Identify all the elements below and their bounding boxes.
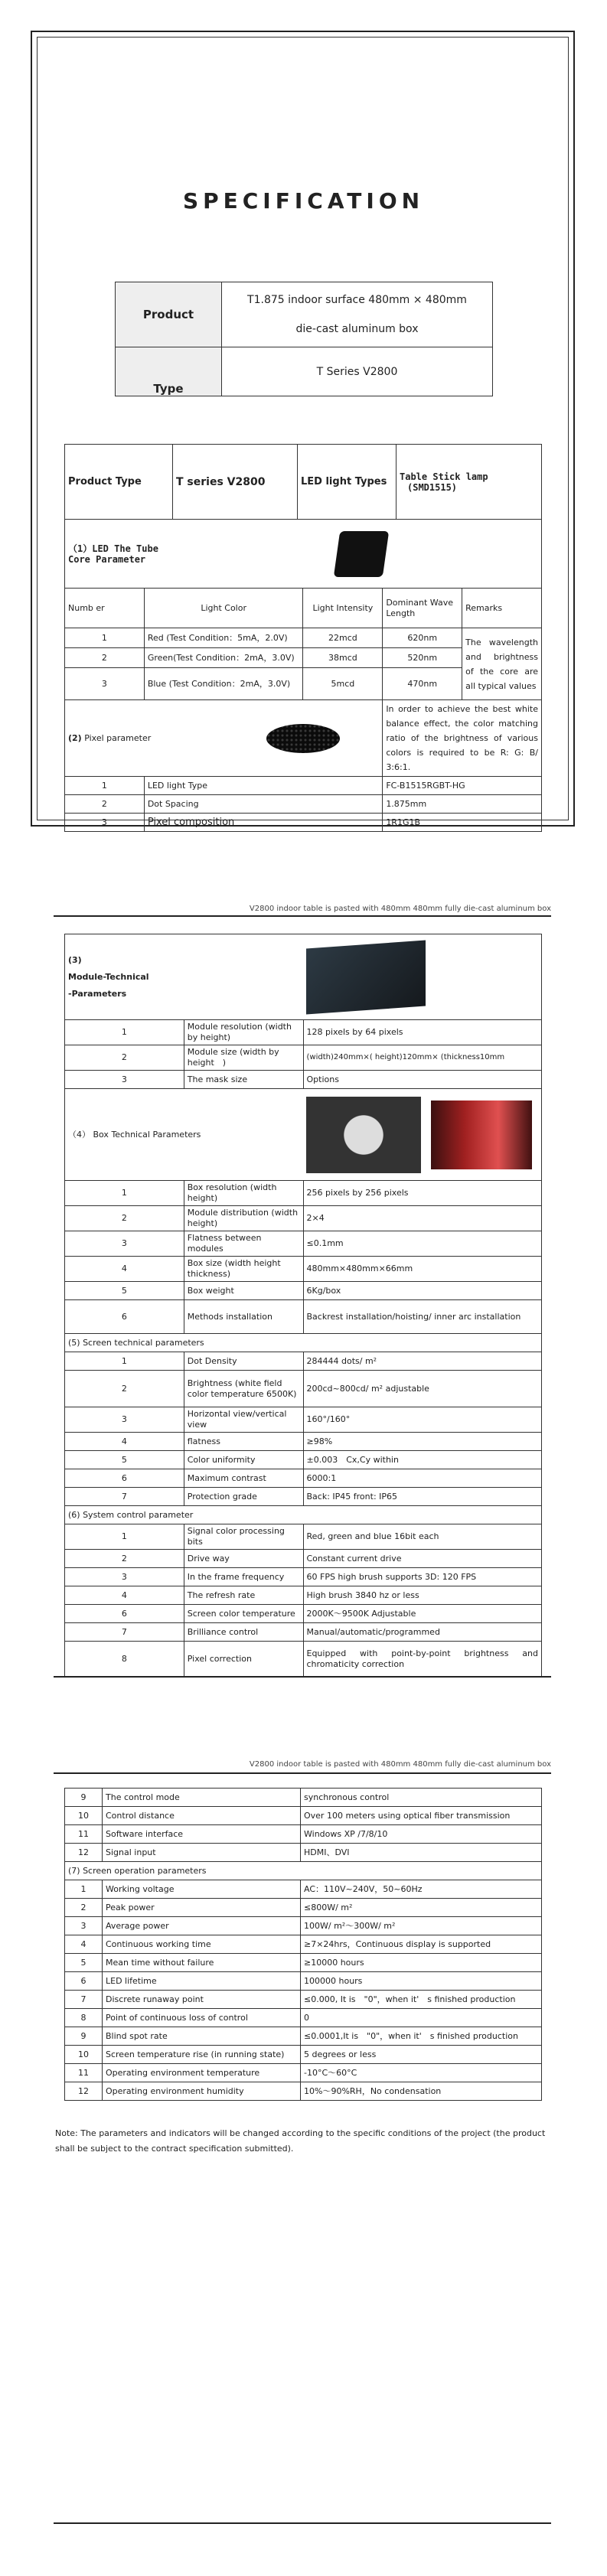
page2-top-rule [54, 915, 551, 917]
product-value-line2: die-cast aluminum box [295, 323, 419, 335]
row-value: Red, green and blue 16bit each [303, 1524, 542, 1550]
row-num: 8 [65, 2009, 103, 2027]
row-num: 4 [65, 1257, 184, 1282]
pixel-row-value: 1R1G1B [383, 814, 542, 832]
led-types-label: LED light Types [298, 445, 397, 520]
row-key: Pixel correction [184, 1642, 303, 1677]
module-table [64, 934, 542, 1677]
row-value: 480mm×480mm×66mm [303, 1257, 542, 1282]
row-value: Constant current drive [303, 1550, 542, 1568]
row-num: 3 [65, 1568, 184, 1586]
row-num: 1 [65, 1181, 184, 1206]
footnote: Note: The parameters and indicators will be changed according to the specific conditions of the project (the product shall be subject to the contract specification submitted). [55, 2128, 546, 2154]
row-value: 0 [301, 2009, 542, 2027]
row-key: The control mode [103, 1789, 301, 1807]
row-value: Windows XP /7/8/10 [301, 1825, 542, 1844]
row-num: 11 [65, 2064, 103, 2082]
row-value: 100000 hours [301, 1972, 542, 1991]
row-num: 10 [65, 1807, 103, 1825]
pixel-param-text: Pixel parameter [84, 732, 152, 743]
row-value: ≥98% [303, 1433, 542, 1451]
row-num: 3 [65, 1231, 184, 1257]
row-value: Equipped with point-by-point brightness and chromaticity correction [303, 1642, 542, 1677]
row-num: 8 [65, 1642, 184, 1677]
row-key: Module resolution (width by height) [184, 1020, 303, 1045]
row-value: 5 degrees or less [301, 2046, 542, 2064]
row-key: The mask size [184, 1071, 303, 1089]
row-value: Over 100 meters using optical fiber transmission [301, 1807, 542, 1825]
row-num: 12 [65, 2082, 103, 2101]
row-value: 128 pixels by 64 pixels [303, 1020, 542, 1045]
row-value: (width)240mm×( height)120mm× (thickness10mm [303, 1045, 542, 1071]
row-key: Point of continuous loss of control [103, 2009, 301, 2027]
th-light-intensity: Light Intensity [303, 589, 383, 628]
row-num: 4 [65, 1935, 103, 1954]
row-num: 5 [65, 1282, 184, 1300]
row-value: 200cd~800cd/ m² adjustable [303, 1371, 542, 1407]
led-tube-table [64, 519, 542, 832]
pixel-row-value: 1.875mm [383, 795, 542, 814]
module-title-2: Module-Technical [68, 971, 149, 982]
row-value: Manual/automatic/programmed [303, 1623, 542, 1642]
color-row-intensity: 5mcd [303, 668, 383, 700]
pixel-param-num: (2) [68, 732, 82, 743]
box-title: （4） Box Technical Parameters [65, 1089, 304, 1181]
row-key: In the frame frequency [184, 1568, 303, 1586]
row-key: Box resolution (width height) [184, 1181, 303, 1206]
th-number: Numb er [65, 589, 145, 628]
row-num: 2 [65, 1371, 184, 1407]
type-value: T Series V2800 [222, 347, 493, 396]
row-key: Software interface [103, 1825, 301, 1844]
row-key: Dot Density [184, 1352, 303, 1371]
row-num: 7 [65, 1623, 184, 1642]
product-label: Product [116, 282, 222, 347]
row-value: ±0.003 Cx,Cy within [303, 1451, 542, 1469]
row-num: 3 [65, 1071, 184, 1089]
row-num: 3 [65, 1917, 103, 1935]
row-key: Methods installation [184, 1300, 303, 1334]
product-value [222, 282, 493, 347]
color-row-num: 2 [65, 648, 145, 668]
pixel-image [224, 700, 383, 777]
spec-title: SPECIFICATION [182, 188, 425, 214]
row-value: 60 FPS high brush supports 3D: 120 FPS [303, 1568, 542, 1586]
row-key: Signal input [103, 1844, 301, 1862]
row-key: Continuous working time [103, 1935, 301, 1954]
screen-section-title: (5) Screen technical parameters [65, 1334, 542, 1352]
box-photo-display [431, 1101, 532, 1169]
row-value: High brush 3840 hz or less [303, 1586, 542, 1605]
pixel-param-label [65, 700, 224, 777]
row-num: 1 [65, 1020, 184, 1045]
row-key: Blind spot rate [103, 2027, 301, 2046]
row-num: 6 [65, 1469, 184, 1488]
row-key: Color uniformity [184, 1451, 303, 1469]
color-row-color: Blue (Test Condition：2mA，3.0V) [144, 668, 303, 700]
row-key: Operating environment humidity [103, 2082, 301, 2101]
box-image-2 [423, 1089, 542, 1181]
row-value: 2×4 [303, 1206, 542, 1231]
row-key: Discrete runaway point [103, 1991, 301, 2009]
box-image-1 [303, 1089, 423, 1181]
row-key: Working voltage [103, 1880, 301, 1899]
row-num: 11 [65, 1825, 103, 1844]
row-key: Brilliance control [184, 1623, 303, 1642]
row-value: ≤800W/ m² [301, 1899, 542, 1917]
led-types-value [397, 445, 542, 520]
row-key: Screen temperature rise (in running state) [103, 2046, 301, 2064]
row-key: flatness [184, 1433, 303, 1451]
row-value: Backrest installation/hoisting/ inner arc installation [303, 1300, 542, 1334]
row-key: Module distribution (width height) [184, 1206, 303, 1231]
led-param-title-1: （1）LED The Tube [68, 543, 158, 554]
row-key: Drive way [184, 1550, 303, 1568]
box-photo-front [306, 1097, 421, 1173]
row-num: 5 [65, 1451, 184, 1469]
row-key: Module size (width by height ) [184, 1045, 303, 1071]
color-row-color: Red (Test Condition：5mA，2.0V) [144, 628, 303, 648]
module-panel-icon [306, 940, 426, 1014]
pixel-row-num: 1 [65, 777, 145, 795]
color-row-color: Green(Test Condition：2mA，3.0V) [144, 648, 303, 668]
cover-product-table [115, 282, 493, 396]
th-light-color: Light Color [144, 589, 303, 628]
row-value: synchronous control [301, 1789, 542, 1807]
row-num: 12 [65, 1844, 103, 1862]
row-num: 6 [65, 1300, 184, 1334]
row-key: Control distance [103, 1807, 301, 1825]
module-title-1: (3) [68, 954, 82, 965]
row-value: ≤0.1mm [303, 1231, 542, 1257]
row-key: Maximum contrast [184, 1469, 303, 1488]
led-param-title [65, 520, 303, 589]
row-value: 6Kg/box [303, 1282, 542, 1300]
module-title [65, 934, 304, 1020]
control-section-title: (6) System control parameter [65, 1506, 542, 1524]
row-value: Options [303, 1071, 542, 1089]
row-value: ≤0.0001,It is "0"，when it' s finished production [301, 2027, 542, 2046]
row-value: ≤0.000, It is "0"，when it' s finished production [301, 1991, 542, 2009]
page3-top-rule [54, 1772, 551, 1774]
row-num: 2 [65, 1045, 184, 1071]
page2-bottom-rule [54, 1676, 551, 1678]
row-value: 10%～90%RH，No condensation [301, 2082, 542, 2101]
color-row-wave: 470nm [383, 668, 462, 700]
led-param-title-2: Core Parameter [68, 553, 146, 565]
pixel-row-value: FC-B1515RGBT-HG [383, 777, 542, 795]
row-key: Signal color processing bits [184, 1524, 303, 1550]
operation-table [64, 1788, 542, 2101]
row-num: 4 [65, 1586, 184, 1605]
color-row-intensity: 38mcd [303, 648, 383, 668]
row-key: Average power [103, 1917, 301, 1935]
row-num: 1 [65, 1524, 184, 1550]
operation-section-title: (7) Screen operation parameters [65, 1862, 542, 1880]
type-label: Type [116, 347, 222, 396]
led-chip-icon [334, 531, 389, 577]
row-num: 6 [65, 1605, 184, 1623]
row-value: ≥7×24hrs，Continuous display is supported [301, 1935, 542, 1954]
pixel-row-key: Dot Spacing [144, 795, 382, 814]
row-num: 5 [65, 1954, 103, 1972]
row-value: AC：110V~240V，50~60Hz [301, 1880, 542, 1899]
row-value: 100W/ m²～300W/ m² [301, 1917, 542, 1935]
row-value: -10°C～60°C [301, 2064, 542, 2082]
led-chip-image [303, 520, 542, 589]
product-type-value: T series V2800 [173, 445, 298, 520]
row-value: ≥10000 hours [301, 1954, 542, 1972]
row-num: 7 [65, 1488, 184, 1506]
row-num: 1 [65, 1880, 103, 1899]
row-value: 284444 dots/ m² [303, 1352, 542, 1371]
row-num: 9 [65, 2027, 103, 2046]
color-row-num: 1 [65, 628, 145, 648]
row-num: 9 [65, 1789, 103, 1807]
color-row-num: 3 [65, 668, 145, 700]
row-key: The refresh rate [184, 1586, 303, 1605]
th-remarks: Remarks [462, 589, 542, 628]
row-num: 7 [65, 1991, 103, 2009]
module-title-3: -Parameters [68, 988, 127, 999]
row-key: Protection grade [184, 1488, 303, 1506]
row-value: 256 pixels by 256 pixels [303, 1181, 542, 1206]
product-type-label: Product Type [65, 445, 173, 520]
row-num: 3 [65, 1407, 184, 1433]
led-types-value-2: (SMD1515) [407, 481, 458, 493]
row-key: Box weight [184, 1282, 303, 1300]
pixel-row-num: 2 [65, 795, 145, 814]
row-value: 6000:1 [303, 1469, 542, 1488]
row-value: Back: IP45 front: IP65 [303, 1488, 542, 1506]
row-key: Flatness between modules [184, 1231, 303, 1257]
pixel-row-num: 3 [65, 814, 145, 832]
pixel-row-key: Pixel composition [144, 814, 382, 832]
row-num: 1 [65, 1352, 184, 1371]
row-key: Peak power [103, 1899, 301, 1917]
module-image [303, 934, 542, 1020]
row-num: 4 [65, 1433, 184, 1451]
product-type-table [64, 444, 542, 520]
row-num: 10 [65, 2046, 103, 2064]
row-key: Operating environment temperature [103, 2064, 301, 2082]
row-key: Screen color temperature [184, 1605, 303, 1623]
row-value: HDMI、DVI [301, 1844, 542, 1862]
row-key: Horizontal view/vertical view [184, 1407, 303, 1433]
row-key: Mean time without failure [103, 1954, 301, 1972]
row-key: Brightness (white field color temperature 6500K) [184, 1371, 303, 1407]
led-types-value-1: Table Stick lamp [400, 471, 488, 482]
page3-bottom-rule [54, 2522, 551, 2524]
pixel-row-key: LED light Type [144, 777, 382, 795]
pixel-array-icon [266, 724, 340, 753]
row-key: Box size (width height thickness) [184, 1257, 303, 1282]
row-key: LED lifetime [103, 1972, 301, 1991]
row-value: 160°/160° [303, 1407, 542, 1433]
color-remark: The wavelength and brightness of the core are all typical values [462, 628, 542, 700]
pixel-note: In order to achieve the best white balance effect, the color matching ratio of the brightness of various colors is required to be R: G: B/ 3:6:1. [383, 700, 542, 777]
row-num: 2 [65, 1206, 184, 1231]
row-num: 6 [65, 1972, 103, 1991]
color-row-intensity: 22mcd [303, 628, 383, 648]
th-wave-length: Dominant Wave Length [383, 589, 462, 628]
color-row-wave: 520nm [383, 648, 462, 668]
product-value-line1: T1.875 indoor surface 480mm × 480mm [247, 294, 467, 306]
row-value: 2000K～9500K Adjustable [303, 1605, 542, 1623]
color-row-wave: 620nm [383, 628, 462, 648]
page3-header: V2800 indoor table is pasted with 480mm 480mm fully die-cast aluminum box [249, 1760, 551, 1769]
row-num: 2 [65, 1550, 184, 1568]
page2-header: V2800 indoor table is pasted with 480mm 480mm fully die-cast aluminum box [249, 905, 551, 913]
row-num: 2 [65, 1899, 103, 1917]
